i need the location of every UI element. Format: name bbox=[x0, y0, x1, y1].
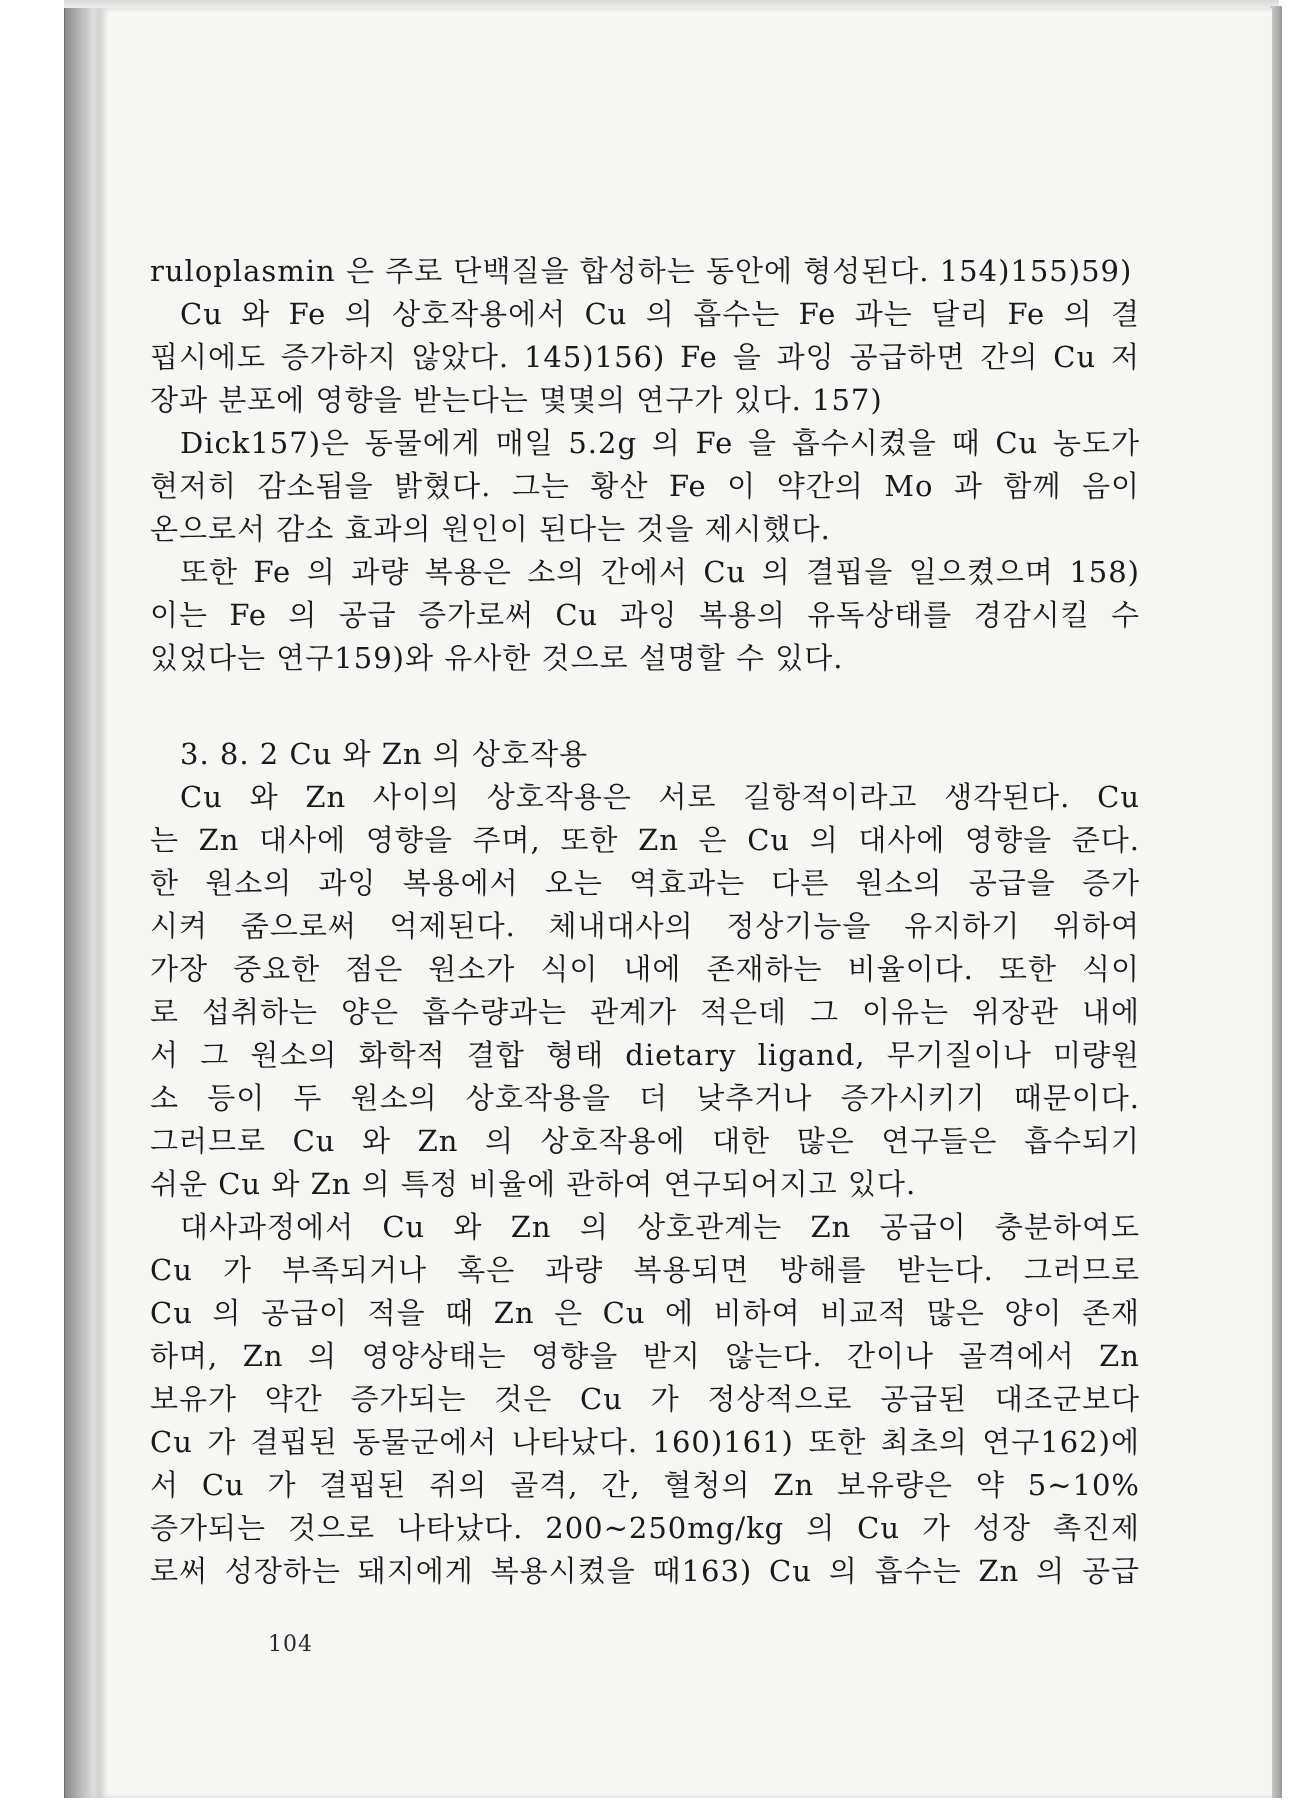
text-line: Dick157)은 동물에게 매일 5.2g 의 Fe 을 흡수시켰을 때 Cu 농도가 bbox=[180, 426, 1140, 460]
text-line: Cu 의 공급이 적을 때 Zn 은 Cu 에 비하여 비교적 많은 양이 존재 bbox=[150, 1296, 1140, 1330]
text-line: 소 등이 두 원소의 상호작용을 더 낮추거나 증가시키기 때문이다. bbox=[150, 1081, 1140, 1115]
text-line: 현저히 감소됨을 밝혔다. 그는 황산 Fe 이 약간의 Mo 과 함께 음이 bbox=[150, 469, 1140, 503]
text-line: 장과 분포에 영향을 받는다는 몇몇의 연구가 있다. 157) bbox=[150, 383, 883, 417]
text-line: 로 섭취하는 양은 흡수량과는 관계가 적은데 그 이유는 위장관 내에 bbox=[150, 995, 1140, 1029]
section-heading: 3. 8. 2 Cu 와 Zn 의 상호작용 bbox=[180, 737, 589, 771]
page-edge-left bbox=[64, 8, 105, 1798]
text-line: 쉬운 Cu 와 Zn 의 특정 비율에 관하여 연구되어지고 있다. bbox=[150, 1167, 917, 1201]
body-text bbox=[150, 250, 1140, 1593]
text-line: 그러므로 Cu 와 Zn 의 상호작용에 대한 많은 연구들은 흡수되기 bbox=[150, 1124, 1140, 1158]
text-line: 한 원소의 과잉 복용에서 오는 역효과는 다른 원소의 공급을 증가 bbox=[150, 866, 1140, 900]
page-number: 104 bbox=[268, 1632, 313, 1657]
text-line: 또한 Fe 의 과량 복용은 소의 간에서 Cu 의 결핍을 일으켰으며 158) bbox=[180, 555, 1140, 589]
text-line: 로써 성장하는 돼지에게 복용시켰을 때163) Cu 의 흡수는 Zn 의 공급 bbox=[150, 1554, 1140, 1588]
text-line: Cu 가 결핍된 동물군에서 나타났다. 160)161) 또한 최초의 연구162)에 bbox=[150, 1425, 1140, 1459]
text-line: 있었다는 연구159)와 유사한 것으로 설명할 수 있다. bbox=[150, 641, 844, 675]
text-line: 하며, Zn 의 영양상태는 영향을 받지 않는다. 간이나 골격에서 Zn bbox=[150, 1339, 1140, 1373]
text-line: 서 Cu 가 결핍된 쥐의 골격, 간, 혈청의 Zn 보유량은 약 5∼10% bbox=[150, 1468, 1140, 1502]
text-line: 는 Zn 대사에 영향을 주며, 또한 Zn 은 Cu 의 대사에 영향을 준다. bbox=[150, 823, 1140, 857]
text-line: Cu 가 부족되거나 혹은 과량 복용되면 방해를 받는다. 그러므로 bbox=[150, 1253, 1140, 1287]
text-line: 대사과정에서 Cu 와 Zn 의 상호관계는 Zn 공급이 충분하여도 bbox=[180, 1210, 1140, 1244]
section-spacer bbox=[150, 680, 1140, 733]
text-line: 이는 Fe 의 공급 증가로써 Cu 과잉 복용의 유독상태를 경감시킬 수 bbox=[150, 598, 1140, 632]
text-line: 서 그 원소의 화학적 결합 형태 dietary ligand, 무기질이나 미량원 bbox=[150, 1038, 1140, 1072]
text-line: ruloplasmin 은 주로 단백질을 합성하는 동안에 형성된다. 154)155)59) bbox=[150, 254, 1133, 288]
text-line: 가장 중요한 점은 원소가 식이 내에 존재하는 비율이다. 또한 식이 bbox=[150, 952, 1140, 986]
text-line: 증가되는 것으로 나타났다. 200∼250mg/kg 의 Cu 가 성장 촉진제 bbox=[150, 1511, 1140, 1545]
text-line: 핍시에도 증가하지 않았다. 145)156) Fe 을 과잉 공급하면 간의 Cu 저 bbox=[150, 340, 1140, 374]
text-line: 시켜 줌으로써 억제된다. 체내대사의 정상기능을 유지하기 위하여 bbox=[150, 909, 1140, 943]
text-line: Cu 와 Fe 의 상호작용에서 Cu 의 흡수는 Fe 과는 달리 Fe 의 결 bbox=[180, 297, 1140, 331]
text-line: 보유가 약간 증가되는 것은 Cu 가 정상적으로 공급된 대조군보다 bbox=[150, 1382, 1140, 1416]
text-line: Cu 와 Zn 사이의 상호작용은 서로 길항적이라고 생각된다. Cu bbox=[180, 780, 1140, 814]
text-line: 온으로서 감소 효과의 원인이 된다는 것을 제시했다. bbox=[150, 512, 831, 546]
